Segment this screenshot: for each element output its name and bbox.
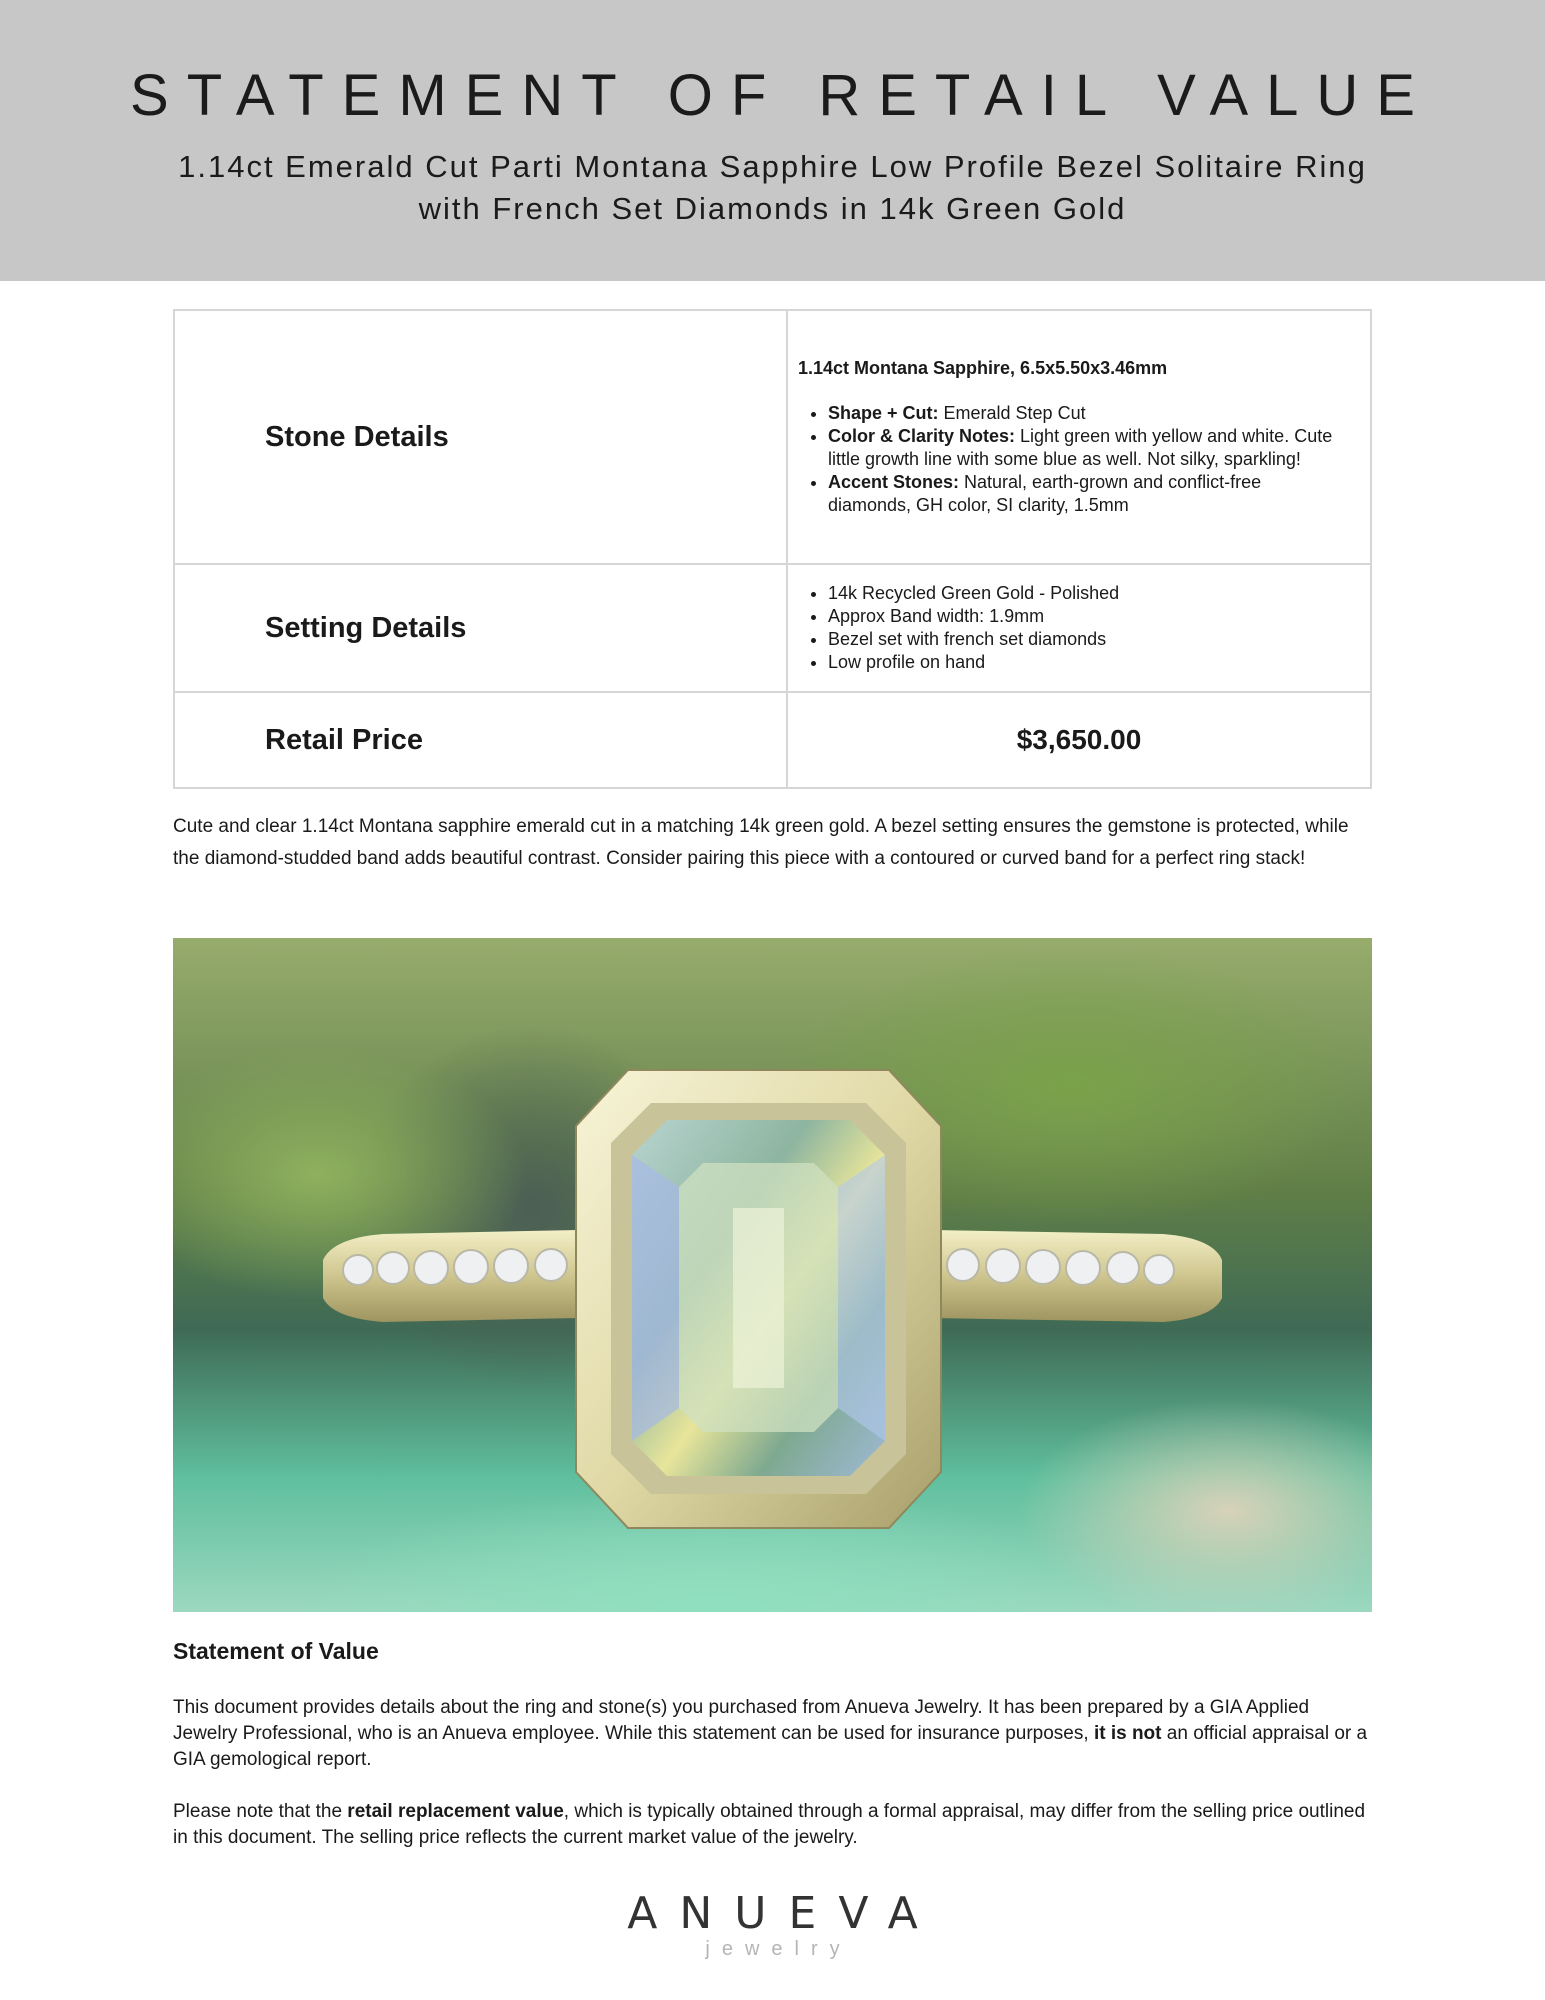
- stone-details-row: [174, 310, 1371, 564]
- list-item: [828, 402, 1340, 425]
- anueva-logo: ANUEVA: [627, 1888, 940, 1939]
- stone-item-value: Natural, earth-grown and conflict-free diamonds, GH color, SI clarity, 1.5mm: [828, 472, 1262, 515]
- list-item: • Low profile on hand: [828, 651, 1340, 674]
- list-item: • 14k Recycled Green Gold - Polished: [828, 582, 1340, 605]
- details-table: [173, 309, 1372, 789]
- setting-details-label: Setting Details: [174, 564, 787, 692]
- statement-paragraph-2: [173, 1799, 1378, 1851]
- text-span: This document provides details about the ring and stone(s) you purchased from Anueva Jewelry. It has been prepared by a GIA Applied Jewelry Professional, who is an Anueva employee. While this statement can be used for insurance purposes,: [173, 1697, 1310, 1744]
- setting-details-row: [174, 564, 1371, 692]
- ring-illustration: [173, 938, 1372, 1612]
- page-subtitle: 1.14ct Emerald Cut Parti Montana Sapphire Low Profile Bezel Solitaire Ring with French Set Diamonds in 14k Green Gold: [178, 149, 1367, 226]
- stone-details-info: [787, 310, 1371, 564]
- stone-details-list: [798, 402, 1340, 517]
- list-item: [828, 425, 1340, 471]
- statement-heading: Statement of Value: [173, 1638, 379, 1664]
- product-description: Cute and clear 1.14ct Montana sapphire emerald cut in a matching 14k green gold. A bezel setting ensures the gemstone is protected, while the diamond-studded band adds beautiful contrast. Consider pairing this piece with a contoured or curved band for a perfect ring stack!: [173, 816, 1349, 869]
- anueva-logo-tagline: jewelry: [705, 1938, 852, 1960]
- setting-details-list: [798, 582, 1340, 674]
- setting-details-info: [787, 564, 1371, 692]
- retail-price-row: [174, 692, 1371, 788]
- emphasis-text: retail replacement value: [347, 1801, 564, 1822]
- stone-item-key: Shape + Cut:: [828, 403, 939, 423]
- header-banner: [0, 0, 1545, 281]
- ring-photo: [173, 938, 1372, 1612]
- text-span: Please note that the: [173, 1801, 348, 1822]
- retail-price-value: $3,650.00: [787, 692, 1371, 788]
- list-item: • Bezel set with french set diamonds: [828, 628, 1340, 651]
- emphasis-text: it is not: [1093, 1723, 1162, 1744]
- list-item: • Approx Band width: 1.9mm: [828, 605, 1340, 628]
- retail-price-label: Retail Price: [174, 692, 787, 788]
- stone-item-key: Color & Clarity Notes:: [828, 426, 1016, 446]
- stone-item-value: Light green with yellow and white. Cute little growth line with some blue as well. Not silky, sparkling!: [828, 426, 1333, 469]
- stone-item-key: Accent Stones:: [828, 472, 960, 492]
- list-item: [828, 471, 1340, 517]
- text-span: an official appraisal or a GIA gemological report.: [173, 1723, 1368, 1770]
- text-span: , which is typically obtained through a formal appraisal, may differ from the selling price outlined in this document. The selling price reflects the current market value of the jewelry.: [173, 1801, 1366, 1848]
- stone-heading: 1.14ct Montana Sapphire, 6.5x5.50x3.46mm: [798, 358, 1168, 378]
- page-title: STATEMENT OF RETAIL VALUE: [130, 63, 1433, 128]
- statement-paragraph-1: [173, 1695, 1378, 1773]
- stone-details-label: Stone Details: [174, 310, 787, 564]
- stone-item-value: Emerald Step Cut: [938, 403, 1086, 423]
